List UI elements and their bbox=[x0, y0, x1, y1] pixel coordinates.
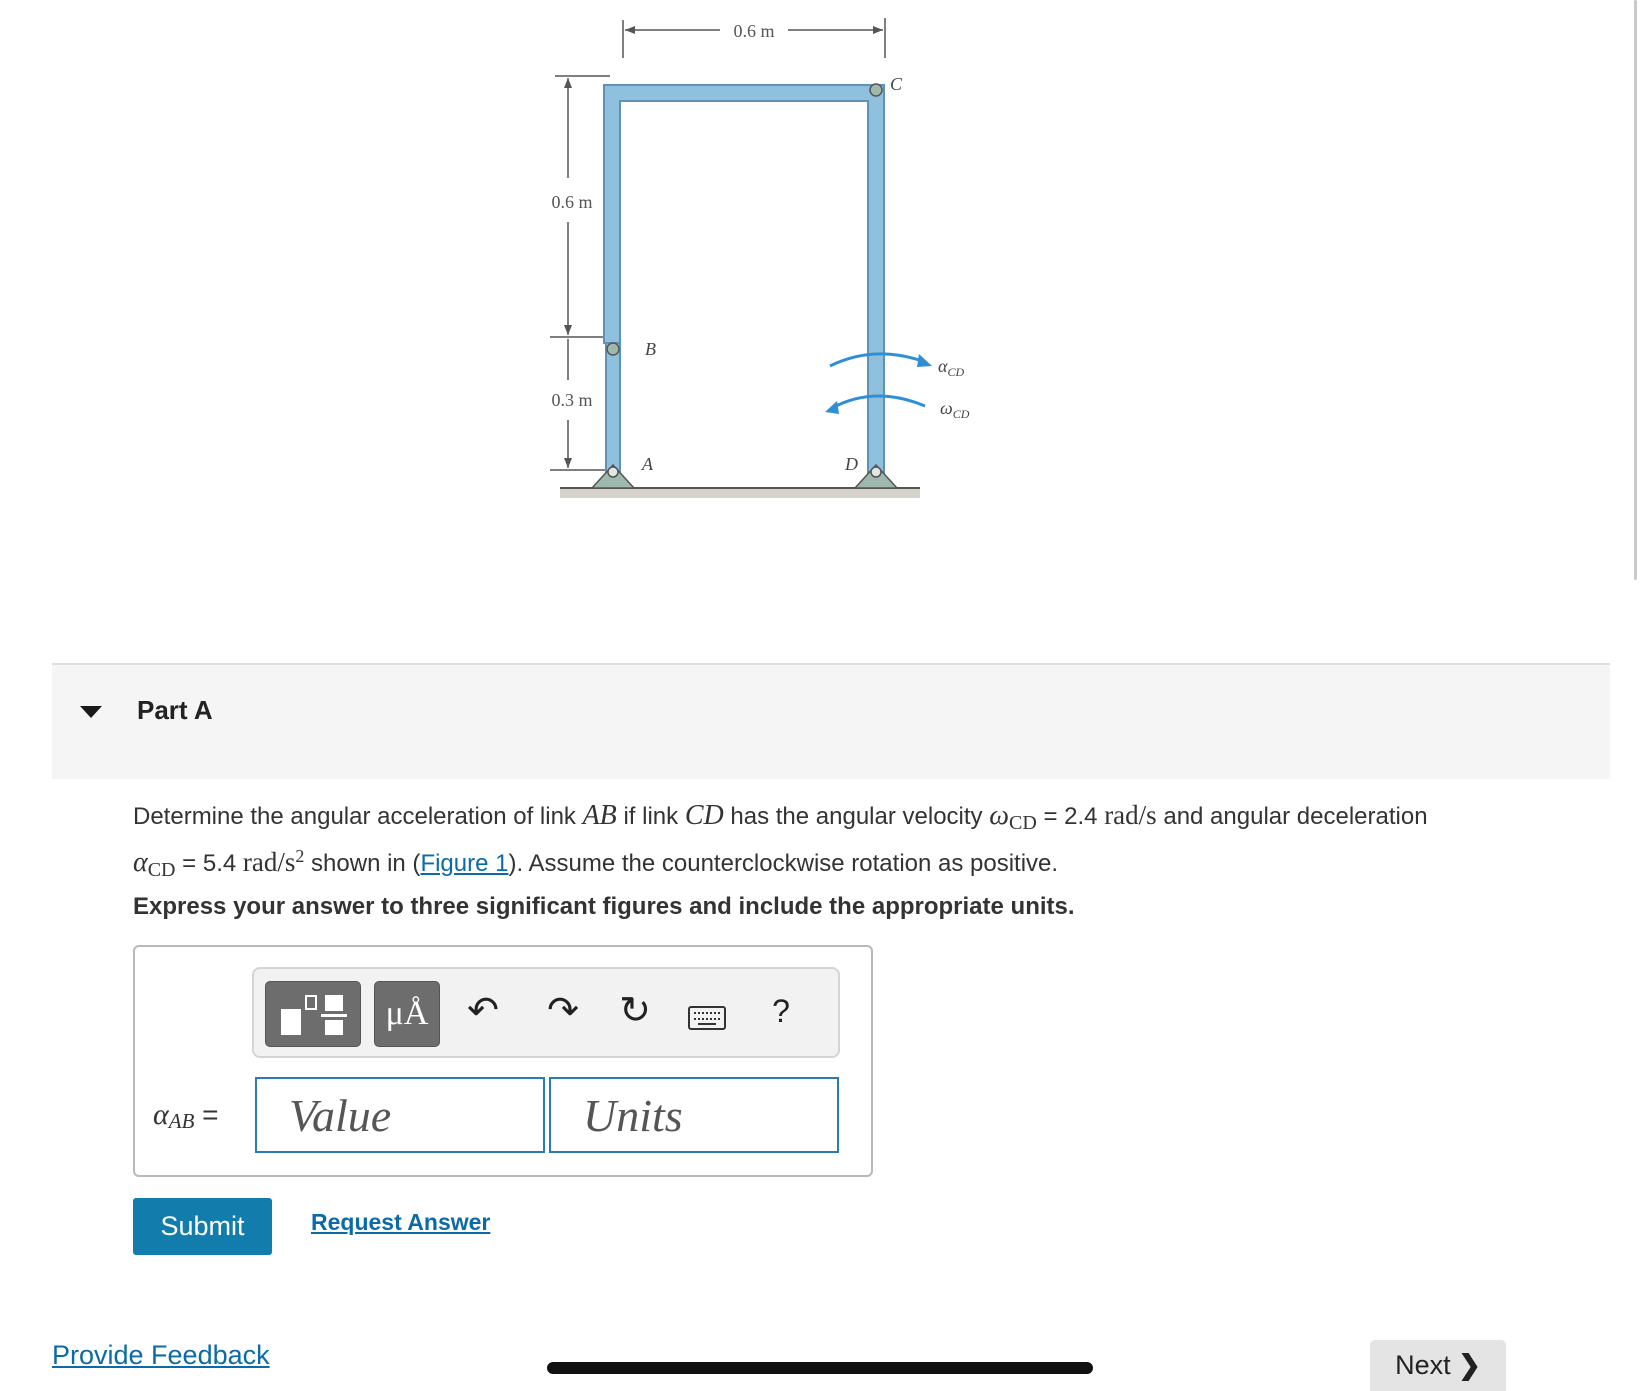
label-omega-cd: $\omega_{CD}$ bbox=[940, 398, 970, 421]
instruction-text: Express your answer to three significant figures and include the appropriate units. bbox=[133, 893, 1075, 920]
home-indicator bbox=[547, 1362, 1093, 1374]
label-b: B bbox=[645, 339, 656, 359]
templates-icon bbox=[281, 995, 347, 1035]
help-button[interactable]: ? bbox=[772, 993, 790, 1029]
ground bbox=[560, 488, 920, 498]
link-bc bbox=[604, 85, 884, 480]
question-text: Determine the angular acceleration of link AB if link CD has the angular velocity $\omega_{CD} = 2.4$ rad/s and angular deceleration $\alpha_{CD} = 5.4$ rad/$s^2$ shown in (Figure 1). Assume the counterclockwise rotation as positive. bbox=[133, 800, 1428, 881]
triangle-down-icon[interactable] bbox=[80, 706, 102, 718]
dimension-left bbox=[550, 76, 610, 470]
label-d: D bbox=[845, 454, 858, 474]
part-a-header[interactable] bbox=[52, 663, 1610, 779]
value-field[interactable] bbox=[255, 1077, 545, 1153]
undo-icon[interactable]: ↶ bbox=[467, 990, 499, 1032]
value-input[interactable] bbox=[257, 1079, 543, 1151]
figure-link[interactable]: Figure 1 bbox=[420, 850, 509, 877]
templates-button[interactable] bbox=[265, 981, 361, 1047]
units-input[interactable] bbox=[551, 1079, 837, 1151]
next-button[interactable]: Next ❯ bbox=[1370, 1340, 1506, 1391]
dimension-top bbox=[623, 18, 885, 58]
submit-button[interactable]: Submit bbox=[133, 1198, 272, 1255]
units-button[interactable]: μÅ bbox=[374, 981, 440, 1047]
dim-left-upper-label: 0.6 m bbox=[551, 192, 593, 212]
provide-feedback-link[interactable]: Provide Feedback bbox=[52, 1340, 270, 1370]
four-bar-linkage-figure bbox=[520, 10, 1000, 530]
reset-icon[interactable]: ↻ bbox=[619, 990, 651, 1032]
pin-c bbox=[870, 84, 882, 96]
label-a: A bbox=[642, 454, 653, 474]
keyboard-icon[interactable] bbox=[688, 1006, 726, 1030]
redo-icon[interactable]: ↷ bbox=[547, 990, 579, 1032]
part-title: Part A bbox=[137, 695, 213, 725]
dim-left-lower-label: 0.3 m bbox=[551, 390, 593, 410]
scrollbar[interactable] bbox=[1634, 0, 1637, 580]
label-alpha-cd: $\alpha_{CD}$ bbox=[938, 356, 965, 379]
request-answer-link[interactable]: Request Answer bbox=[311, 1209, 491, 1235]
units-field[interactable] bbox=[549, 1077, 839, 1153]
answer-label: αAB = bbox=[153, 1098, 219, 1133]
label-c: C bbox=[890, 74, 903, 94]
link-ab bbox=[606, 343, 620, 473]
pin-b bbox=[607, 343, 619, 355]
dim-top-label: 0.6 m bbox=[733, 21, 775, 41]
chevron-right-icon: ❯ bbox=[1458, 1350, 1481, 1380]
